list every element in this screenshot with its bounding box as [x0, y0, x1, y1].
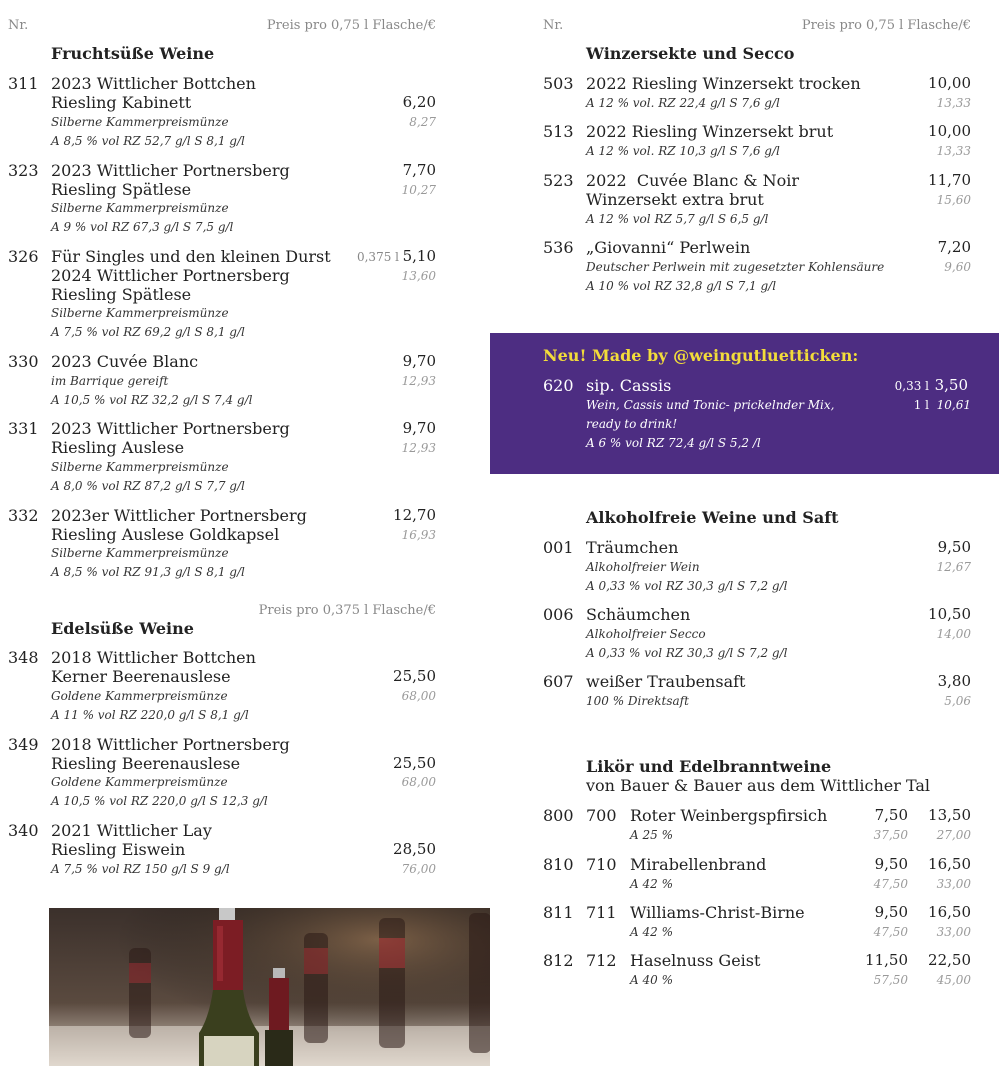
- item-price: 10,00: [928, 74, 971, 92]
- item-number: 330: [8, 352, 39, 371]
- item-number: 331: [8, 419, 39, 438]
- price-column-header: Preis pro 0,75 l Flasche/€: [266, 18, 436, 33]
- wine-bottles-photo: [49, 908, 490, 1066]
- item-details: A 10 % vol RZ 32,8 g/l S 7,1 g/l: [586, 279, 777, 293]
- item-number-large: 711: [586, 903, 617, 922]
- item-price-small: 9,50: [874, 855, 908, 873]
- item-number: 536: [543, 238, 574, 257]
- item-number: 001: [543, 538, 574, 557]
- item-name: 2022 Riesling Winzersekt trocken: [586, 74, 861, 93]
- item-price: 5,10: [402, 247, 436, 265]
- item-price-per-liter: 12,67: [936, 560, 971, 574]
- item-price: 3,80: [937, 672, 971, 690]
- item-details: A 7,5 % vol RZ 150 g/l S 9 g/l: [51, 862, 230, 876]
- item-price-per-liter: 68,00: [401, 689, 436, 703]
- item-award: Goldene Kammerpreismünze: [51, 689, 228, 703]
- section-title-edelsuesse: Edelsüße Weine: [51, 619, 194, 638]
- item-price-per-liter-small: 57,50: [873, 973, 908, 987]
- item-name: „Giovanni“ Perlwein: [586, 238, 751, 257]
- item-name: 2018 Wittlicher Bottchen Kerner Beerenauslese: [51, 648, 256, 686]
- item-volume: 0,375 l: [356, 250, 399, 264]
- item-price: 3,50: [934, 376, 968, 394]
- price-column-header-half: Preis pro 0,375 l Flasche/€: [258, 603, 436, 618]
- section-title-alkoholfrei: Alkoholfreie Weine und Saft: [586, 508, 839, 527]
- item-number: 348: [8, 648, 39, 667]
- item-name: Mirabellenbrand: [630, 855, 767, 874]
- item-price: 9,70: [402, 419, 436, 437]
- item-number: 523: [543, 171, 574, 190]
- item-price-per-liter: 9,60: [944, 260, 971, 274]
- item-details: A 6 % vol RZ 72,4 g/l S 5,2 /l: [586, 436, 761, 450]
- item-price-large: 13,50: [928, 806, 971, 824]
- item-price-small: 9,50: [874, 903, 908, 921]
- item-award: Silberne Kammerpreismünze: [51, 115, 229, 129]
- section-title-sekt: Winzersekte und Secco: [586, 44, 795, 63]
- item-number-large: 700: [586, 806, 617, 825]
- item-award: Silberne Kammerpreismünze: [51, 306, 229, 320]
- item-price-small: 7,50: [874, 806, 908, 824]
- item-name: 2023 Cuvée Blanc: [51, 352, 199, 371]
- nr-column-header: Nr.: [8, 18, 29, 33]
- item-number: 620: [543, 376, 574, 395]
- item-price: 11,70: [928, 171, 971, 189]
- item-details: A 10,5 % vol RZ 220,0 g/l S 12,3 g/l: [51, 794, 268, 808]
- item-name: sip. Cassis: [586, 376, 672, 395]
- item-number: 340: [8, 821, 39, 840]
- item-note: 100 % Direktsaft: [586, 694, 689, 708]
- item-name: 2023er Wittlicher Portnersberg Riesling Auslese Goldkapsel: [51, 506, 307, 544]
- item-number: 332: [8, 506, 39, 525]
- item-price: 25,50: [393, 667, 436, 685]
- item-note: Deutscher Perlwein mit zugesetzter Kohlensäure: [586, 260, 885, 274]
- item-price-per-liter-small: 37,50: [873, 828, 908, 842]
- item-details: A 9 % vol RZ 67,3 g/l S 7,5 g/l: [51, 220, 234, 234]
- item-name: 2022 Riesling Winzersekt brut: [586, 122, 834, 141]
- item-details: A 8,0 % vol RZ 87,2 g/l S 7,7 g/l: [51, 479, 245, 493]
- item-name: Williams-Christ-Birne: [630, 903, 805, 922]
- item-name: 2023 Wittlicher Portnersberg Riesling Auslese: [51, 419, 290, 457]
- item-price: 25,50: [393, 754, 436, 772]
- item-price: 7,20: [937, 238, 971, 256]
- item-details: A 40 %: [630, 973, 673, 987]
- price-column-header-right: Preis pro 0,75 l Flasche/€: [801, 18, 971, 33]
- item-price-per-liter: 13,60: [401, 269, 436, 283]
- item-number-small: 812: [543, 951, 574, 970]
- item-award: Goldene Kammerpreismünze: [51, 775, 228, 789]
- item-price-per-liter-large: 45,00: [936, 973, 971, 987]
- item-name: 2021 Wittlicher Lay Riesling Eiswein: [51, 821, 212, 859]
- item-details: A 42 %: [630, 925, 673, 939]
- item-award: Silberne Kammerpreismünze: [51, 460, 229, 474]
- item-name: Roter Weinbergspfirsich: [630, 806, 828, 825]
- section-subtitle-likoer: von Bauer & Bauer aus dem Wittlicher Tal: [586, 776, 931, 795]
- item-price-per-liter-large: 33,00: [936, 877, 971, 891]
- item-award: Silberne Kammerpreismünze: [51, 546, 229, 560]
- item-price-large: 22,50: [928, 951, 971, 969]
- item-details: A 12 % vol. RZ 10,3 g/l S 7,6 g/l: [586, 144, 780, 158]
- item-details: A 12 % vol. RZ 22,4 g/l S 7,6 g/l: [586, 96, 780, 110]
- item-number: 513: [543, 122, 574, 141]
- item-volume-small: 0,33 l: [894, 379, 929, 393]
- item-name: Haselnuss Geist: [630, 951, 761, 970]
- item-note: im Barrique gereift: [51, 374, 169, 388]
- item-number: 326: [8, 247, 39, 266]
- item-number-small: 800: [543, 806, 574, 825]
- item-details: A 42 %: [630, 877, 673, 891]
- item-price-per-liter: 10,61: [936, 398, 971, 412]
- item-price: 9,50: [937, 538, 971, 556]
- item-details: A 25 %: [630, 828, 673, 842]
- item-details: A 0,33 % vol RZ 30,3 g/l S 7,2 g/l: [586, 579, 788, 593]
- item-price-per-liter-small: 47,50: [873, 925, 908, 939]
- item-number-small: 810: [543, 855, 574, 874]
- item-number-large: 710: [586, 855, 617, 874]
- item-number: 503: [543, 74, 574, 93]
- item-name: weißer Traubensaft: [586, 672, 746, 691]
- item-price-large: 16,50: [928, 903, 971, 921]
- item-details: A 10,5 % vol RZ 32,2 g/l S 7,4 g/l: [51, 393, 253, 407]
- item-number-small: 811: [543, 903, 574, 922]
- item-name: Träumchen: [586, 538, 679, 557]
- item-number-large: 712: [586, 951, 617, 970]
- item-price-per-liter-large: 33,00: [936, 925, 971, 939]
- item-name: 2018 Wittlicher Portnersberg Riesling Beerenauslese: [51, 735, 290, 773]
- item-price-per-liter: 15,60: [936, 193, 971, 207]
- item-number: 311: [8, 74, 39, 93]
- item-price: 10,00: [928, 122, 971, 140]
- item-price: 6,20: [402, 93, 436, 111]
- item-price-per-liter: 16,93: [401, 528, 436, 542]
- item-name: 2022 Cuvée Blanc & Noir Winzersekt extra brut: [586, 171, 799, 209]
- item-name: Schäumchen: [586, 605, 691, 624]
- item-price: 10,50: [928, 605, 971, 623]
- item-details: A 0,33 % vol RZ 30,3 g/l S 7,2 g/l: [586, 646, 788, 660]
- item-number: 607: [543, 672, 574, 691]
- item-price-per-liter: 68,00: [401, 775, 436, 789]
- item-price-per-liter: 10,27: [401, 183, 436, 197]
- nr-column-header-right: Nr.: [543, 18, 564, 33]
- item-number: 323: [8, 161, 39, 180]
- item-details: A 11 % vol RZ 220,0 g/l S 8,1 g/l: [51, 708, 249, 722]
- item-price-per-liter: 14,00: [936, 627, 971, 641]
- item-price-per-liter: 12,93: [401, 374, 436, 388]
- item-price-small: 11,50: [865, 951, 908, 969]
- section-title-fruchtsuesse: Fruchtsüße Weine: [51, 44, 215, 63]
- item-price: 28,50: [393, 840, 436, 858]
- item-price-per-liter: 76,00: [401, 862, 436, 876]
- item-number: 349: [8, 735, 39, 754]
- item-price-per-liter: 8,27: [409, 115, 436, 129]
- item-details: A 8,5 % vol RZ 52,7 g/l S 8,1 g/l: [51, 134, 245, 148]
- item-number: 006: [543, 605, 574, 624]
- item-name: Für Singles und den kleinen Durst 2024 Wittlicher Portnersberg Riesling Spätlese: [51, 247, 331, 304]
- item-details: A 12 % vol RZ 5,7 g/l S 6,5 g/l: [586, 212, 769, 226]
- item-award: Silberne Kammerpreismünze: [51, 201, 229, 215]
- item-price: 9,70: [402, 352, 436, 370]
- item-note: Alkoholfreier Secco: [586, 627, 706, 641]
- item-price: 7,70: [402, 161, 436, 179]
- item-price-per-liter: 13,33: [936, 96, 971, 110]
- item-details: A 8,5 % vol RZ 91,3 g/l S 8,1 g/l: [51, 565, 245, 579]
- item-description-line1: Wein, Cassis und Tonic- prickelnder Mix,: [586, 398, 835, 412]
- item-price-large: 16,50: [928, 855, 971, 873]
- item-note: Alkoholfreier Wein: [586, 560, 700, 574]
- item-price-per-liter: 13,33: [936, 144, 971, 158]
- item-price-per-liter: 5,06: [944, 694, 971, 708]
- wine-bottles-illustration: [49, 908, 490, 1066]
- promo-title: Neu! Made by @weingutluetticken:: [543, 346, 859, 365]
- item-price-per-liter-large: 27,00: [936, 828, 971, 842]
- item-details: A 7,5 % vol RZ 69,2 g/l S 8,1 g/l: [51, 325, 245, 339]
- item-price-per-liter-small: 47,50: [873, 877, 908, 891]
- section-title-likoer: Likör und Edelbranntweine: [586, 757, 832, 776]
- item-description-line2: ready to drink!: [586, 417, 678, 431]
- item-price-per-liter: 12,93: [401, 441, 436, 455]
- item-price: 12,70: [393, 506, 436, 524]
- item-volume-liter: 1 l: [913, 398, 929, 412]
- item-name: 2023 Wittlicher Bottchen Riesling Kabinett: [51, 74, 256, 112]
- item-name: 2023 Wittlicher Portnersberg Riesling Spätlese: [51, 161, 290, 199]
